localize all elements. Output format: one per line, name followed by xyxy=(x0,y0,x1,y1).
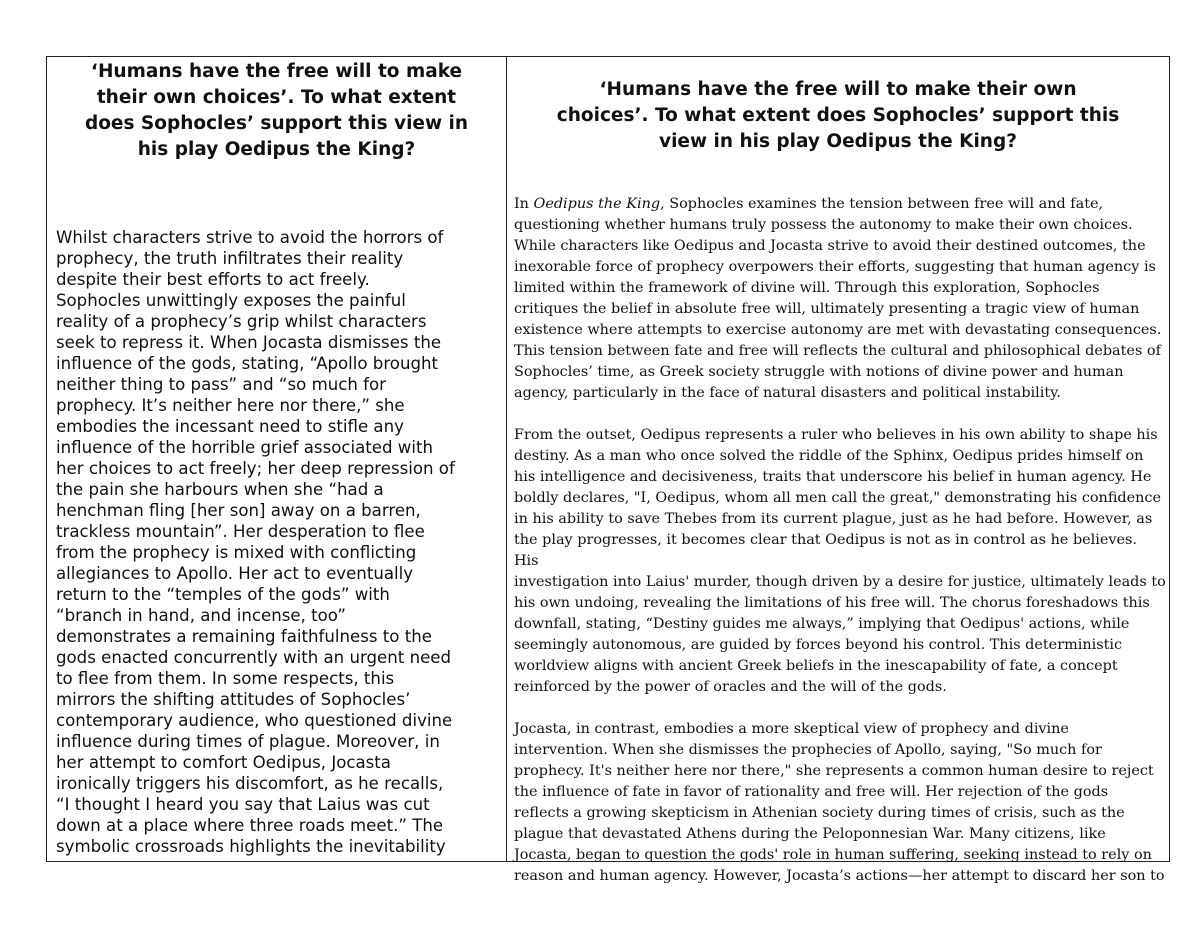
right-essay-body xyxy=(514,194,1166,908)
play-title-italic: Oedipus the King xyxy=(533,196,661,212)
right-column xyxy=(507,57,1169,884)
intro-rest: , Sophocles examines the tension between free will and fate, questioning whether humans truly possess the autonomy to make their own choices. While characters like Oedipus and Jocasta strive to avoid their destined outcomes, the inexorable force of prophecy overpowers their efforts, suggesting that human agency is limited within the framework of divine will. Through this exploration, Sophocles critiques the belief in absolute free will, ultimately presenting a tragic view of human existence where attempts to exercise autonomy are met with devastating consequences. This tension between fate and free will reflects the cultural and philosophical debates of Sophocles’ time, as Greek society struggle with notions of divine power and human agency, particularly in the face of natural disasters and political instability. xyxy=(514,196,1162,401)
paragraph-jocasta: Jocasta, in contrast, embodies a more skeptical view of prophecy and divine intervention. When she dismisses the prophecies of Apollo, saying, "So much for prophecy. It's neither here nor there," she represents a common human desire to reject the influence of fate in favor of rationality and free will. Her rejection of the gods reflects a growing skepticism in Athenian society during times of crisis, such as the plague that devastated Athens during the Peloponnesian War. Many citizens, like Jocasta, began to question the gods' role in human suffering, seeking instead to rely on reason and human agency. However, Jocasta’s actions—her attempt to discard her son to xyxy=(514,721,1165,884)
left-essay-body: Whilst characters strive to avoid the horrors of prophecy, the truth infiltrates their reality despite their best efforts to act freely. Sophocles unwittingly exposes the painful reality of a prophecy’s grip whilst characters seek to repress it. When Jocasta dismisses the influence of the gods, stating, “Apollo brought neither thing to pass” and “so much for prophecy. It’s neither here nor there,” she embodies the incessant need to stifle any influence of the horrible grief associated with her choices to act freely; her deep repression of the pain she harbours when she “had a henchman fling [her son] away on a barren, trackless mountain”. Her desperation to flee from the prophecy is mixed with conflicting allegiances to Apollo. Her act to eventually return to the “temples of the gods” with “branch in hand, and incense, too” demonstrates a remaining faithfulness to the gods enacted concurrently with an urgent need to flee from them. In some respects, this mirrors the shifting attitudes of Sophocles’ contemporary audience, who questioned divine influence during times of plague. Moreover, in her attempt to comfort Oedipus, Jocasta ironically triggers his discomfort, as he recalls, “I thought I heard you say that Laius was cut down at a place where three roads meet.” The symbolic crossroads highlights the inevitability xyxy=(56,228,455,856)
paragraph-intro xyxy=(514,194,1166,404)
intro-prefix: In xyxy=(514,196,534,212)
paragraph-oedipus: From the outset, Oedipus represents a ruler who believes in his own ability to shape his destiny. As a man who once solved the riddle of the Sphinx, Oedipus prides himself on his intelligence and decisiveness, traits that underscore his belief in human agency. He boldly declares, "I, Oedipus, whom all men call the great," demonstrating his confidence in his ability to save Thebes from its current plague, just as he had before. However, as the play progresses, it becomes clear that Oedipus is not as in control as he believes. His investigation into Laius' murder, though driven by a desire for justice, ultimately leads to his own undoing, revealing the limitations of his free will. The chorus foreshadows this downfall, stating, “Destiny guides me always,” implying that Oedipus' actions, while seemingly autonomous, are guided by forces beyond his control. This deterministic worldview aligns with ancient Greek beliefs in the inescapability of fate, a concept reinforced by the power of oracles and the will of the gods. xyxy=(514,427,1166,695)
right-title: ‘Humans have the free will to make their own choices’. To what extent does Sophocles’ support this view in his play Oedipus the King? xyxy=(556,79,1120,152)
left-column xyxy=(47,57,507,861)
document-table xyxy=(46,56,1170,884)
left-title: ‘Humans have the free will to make their own choices’. To what extent does Sophocles’ support this view in his play Oedipus the King? xyxy=(84,61,469,160)
